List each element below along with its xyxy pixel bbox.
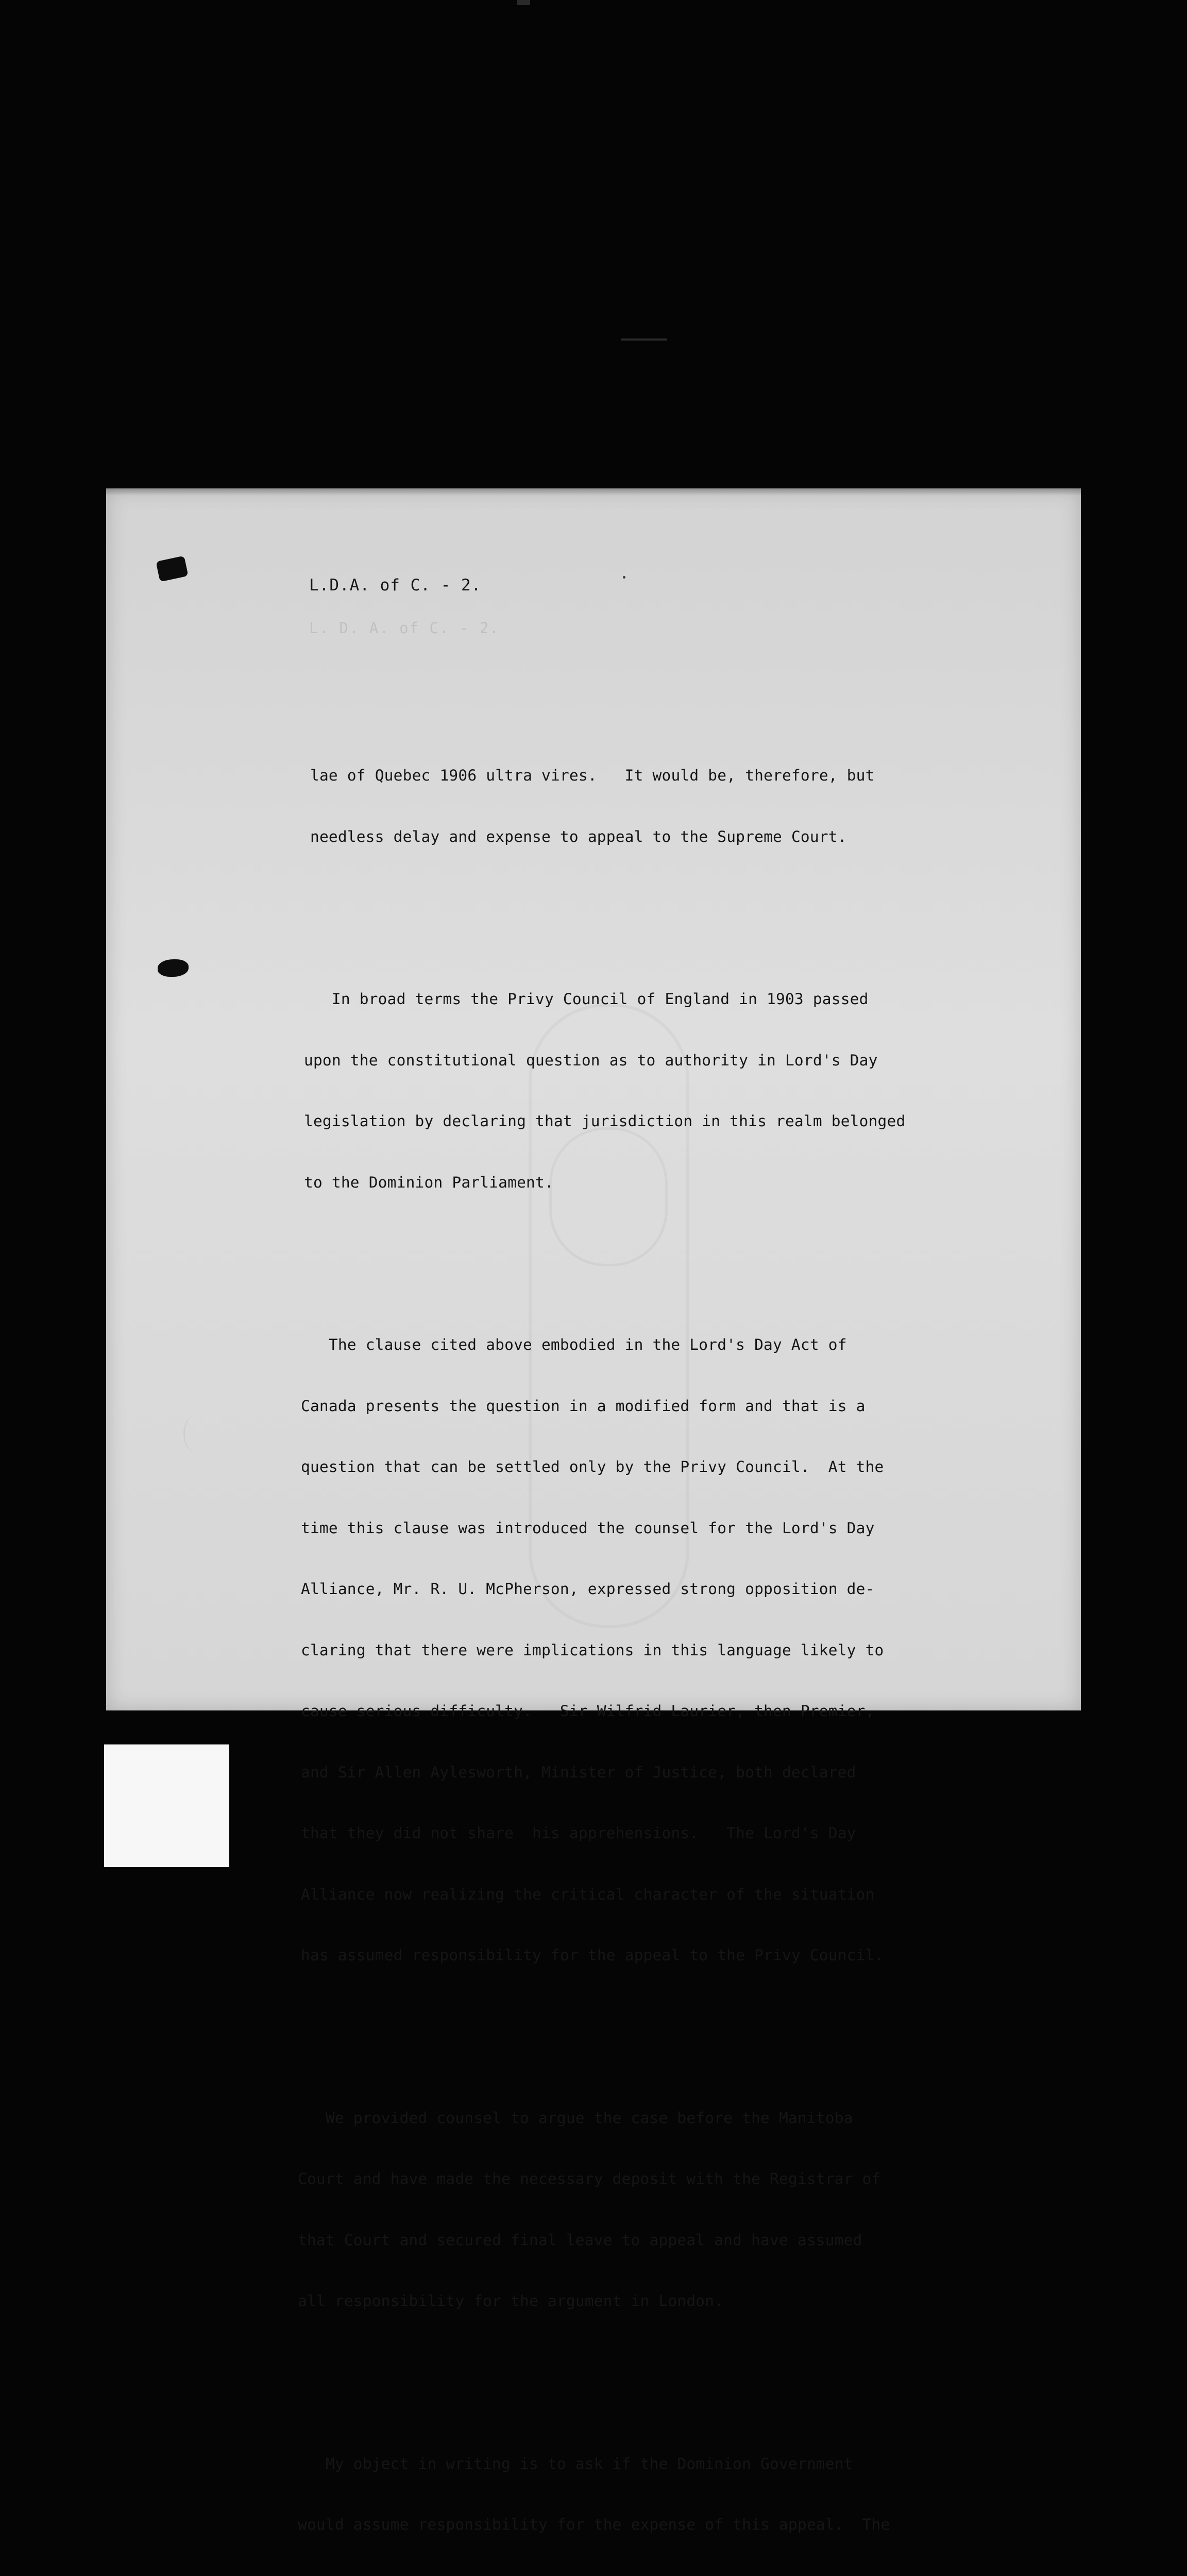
ghost-header-bleedthrough: L. D. A. of C. - 2. — [309, 619, 500, 637]
punch-hole-middle — [158, 959, 189, 977]
text-line: cause serious difficulty. Sir Wilfrid Laurier, then Premier, — [301, 1701, 1071, 1722]
text-line: has assumed responsibility for the appeal to the Privy Council. — [301, 1945, 1071, 1966]
text-line: Alliance, Mr. R. U. McPherson, expressed strong opposition de- — [301, 1579, 1071, 1600]
text-line: legislation by declaring that jurisdiction in this realm belonged — [304, 1111, 1071, 1132]
letter-body — [298, 684, 1071, 2576]
text-line: In broad terms the Privy Council of England in 1903 passed — [304, 989, 1071, 1010]
text-line: Alliance now realizing the critical character of the situation — [301, 1885, 1071, 1905]
text-line: time this clause was introduced the counsel for the Lord's Day — [301, 1518, 1071, 1539]
text-line: and Sir Allen Aylesworth, Minister of Justice, both declared — [301, 1762, 1071, 1783]
text-line: claring that there were implications in this language likely to — [301, 1640, 1071, 1661]
text-line: to the Dominion Parliament. — [304, 1173, 1071, 1193]
text-line: Canada presents the question in a modified form and that is a — [301, 1396, 1071, 1417]
letter-page — [106, 488, 1081, 1710]
text-line: would assume responsibility for the expense of this appeal. The — [298, 2515, 1071, 2535]
text-line: Court and have made the necessary deposit with the Registrar of — [298, 2169, 1071, 2190]
text-line: upon the constitutional question as to authority in Lord's Day — [304, 1050, 1071, 1071]
ink-speck — [623, 576, 625, 579]
text-line: The clause cited above embodied in the Lord's Day Act of — [301, 1335, 1071, 1355]
film-edge-mark — [517, 0, 530, 5]
white-calibration-patch — [104, 1744, 229, 1867]
paragraph-2 — [304, 948, 1071, 1233]
text-line: all responsibility for the argument in London. — [298, 2291, 1071, 2312]
punch-hole-top — [156, 556, 188, 582]
paragraph-1 — [310, 725, 1071, 888]
text-line: that Court and secured final leave to appeal and have assumed — [298, 2230, 1071, 2251]
text-line: We provided counsel to argue the case before the Manitoba — [298, 2108, 1071, 2129]
text-line: lae of Quebec 1906 ultra vires. It would be, therefore, but — [310, 766, 1071, 786]
paragraph-4 — [298, 2067, 1071, 2352]
page-edge-shadow — [106, 488, 1081, 496]
paragraph-3 — [301, 1294, 1071, 2007]
text-line: question that can be settled only by the Privy Council. At the — [301, 1457, 1071, 1478]
text-line: needless delay and expense to appeal to the Supreme Court. — [310, 827, 1071, 848]
text-line: My object in writing is to ask if the Dominion Government — [298, 2454, 1071, 2475]
film-scratch-mark — [621, 338, 667, 341]
paragraph-5 — [298, 2413, 1071, 2576]
page-header: L.D.A. of C. - 2. — [309, 576, 481, 595]
text-line: that they did not share his apprehensions. The Lord's Day — [301, 1823, 1071, 1844]
paper-edge-curl — [183, 1416, 206, 1452]
